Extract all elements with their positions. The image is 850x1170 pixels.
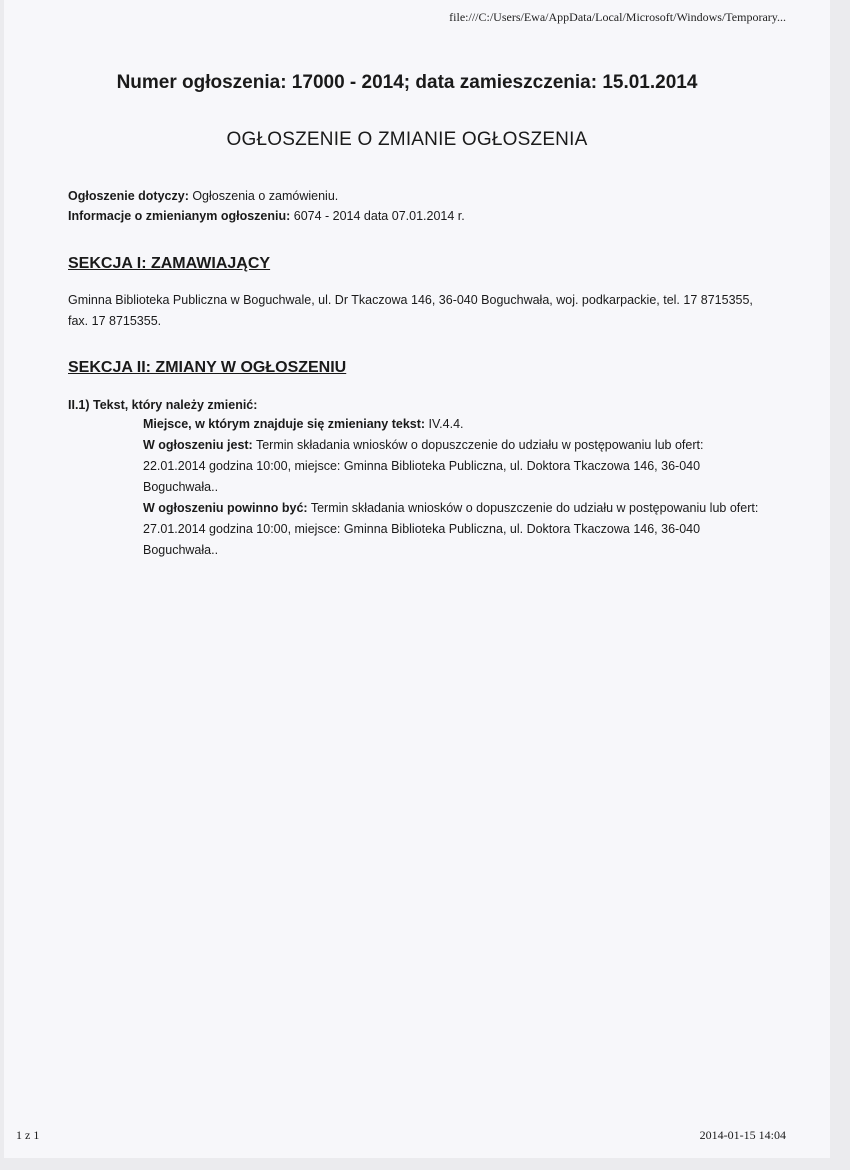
change-place-label: Miejsce, w którym znajduje się zmieniany tekst: xyxy=(143,417,426,431)
section1-body: Gminna Biblioteka Publiczna w Boguchwale, ul. Dr Tkaczowa 146, 36-040 Boguchwała, woj. podkarpackie, tel. 17 8715355, fax. 17 8715355. xyxy=(68,293,753,328)
change-block xyxy=(143,414,763,561)
announcement-number: Numer ogłoszenia: 17000 - 2014; data zamieszczenia: 15.01.2014 xyxy=(116,72,698,93)
change-current-value: Termin składania wniosków o dopuszczenie do udziału w postępowaniu lub ofert: 22.01.2014 godzina 10:00, miejsce: Gminna Biblioteka Publiczna, ul. Doktora Tkaczowa 146, 36-040 Boguchwała.. xyxy=(143,438,704,494)
meta-info-label: Informacje o zmienianym ogłoszeniu: xyxy=(68,209,291,223)
change-new xyxy=(143,498,763,561)
meta-concerns-value: Ogłoszenia o zamówieniu. xyxy=(188,189,339,203)
file-path-header: file:///C:/Users/Ewa/AppData/Local/Microsoft/Windows/Temporary... xyxy=(449,10,786,24)
section2-subheading: II.1) Tekst, który należy zmienić: xyxy=(68,398,258,412)
change-place xyxy=(143,414,763,435)
section2-heading: SEKCJA II: ZMIANY W OGŁOSZENIU xyxy=(68,359,347,376)
change-current-label: W ogłoszeniu jest: xyxy=(143,438,253,452)
meta-info-value: 6074 - 2014 data 07.01.2014 r. xyxy=(290,209,465,223)
change-new-value: Termin składania wniosków o dopuszczenie do udziału w postępowaniu lub ofert: 27.01.2014 godzina 10:00, miejsce: Gminna Biblioteka Publiczna, ul. Doktora Tkaczowa 146, 36-040 Boguchwała.. xyxy=(143,501,759,557)
meta-info xyxy=(68,209,465,223)
section1-heading: SEKCJA I: ZAMAWIAJĄCY xyxy=(68,255,271,272)
print-timestamp: 2014-01-15 14:04 xyxy=(699,1128,786,1142)
meta-concerns-label: Ogłoszenie dotyczy: xyxy=(68,189,189,203)
page-indicator: 1 z 1 xyxy=(16,1128,40,1142)
document-page xyxy=(4,0,830,1158)
meta-concerns xyxy=(68,189,338,203)
change-current xyxy=(143,435,763,498)
change-new-label: W ogłoszeniu powinno być: xyxy=(143,501,308,515)
change-place-value: IV.4.4. xyxy=(425,417,464,431)
document-title: OGŁOSZENIE O ZMIANIE OGŁOSZENIA xyxy=(226,129,588,150)
